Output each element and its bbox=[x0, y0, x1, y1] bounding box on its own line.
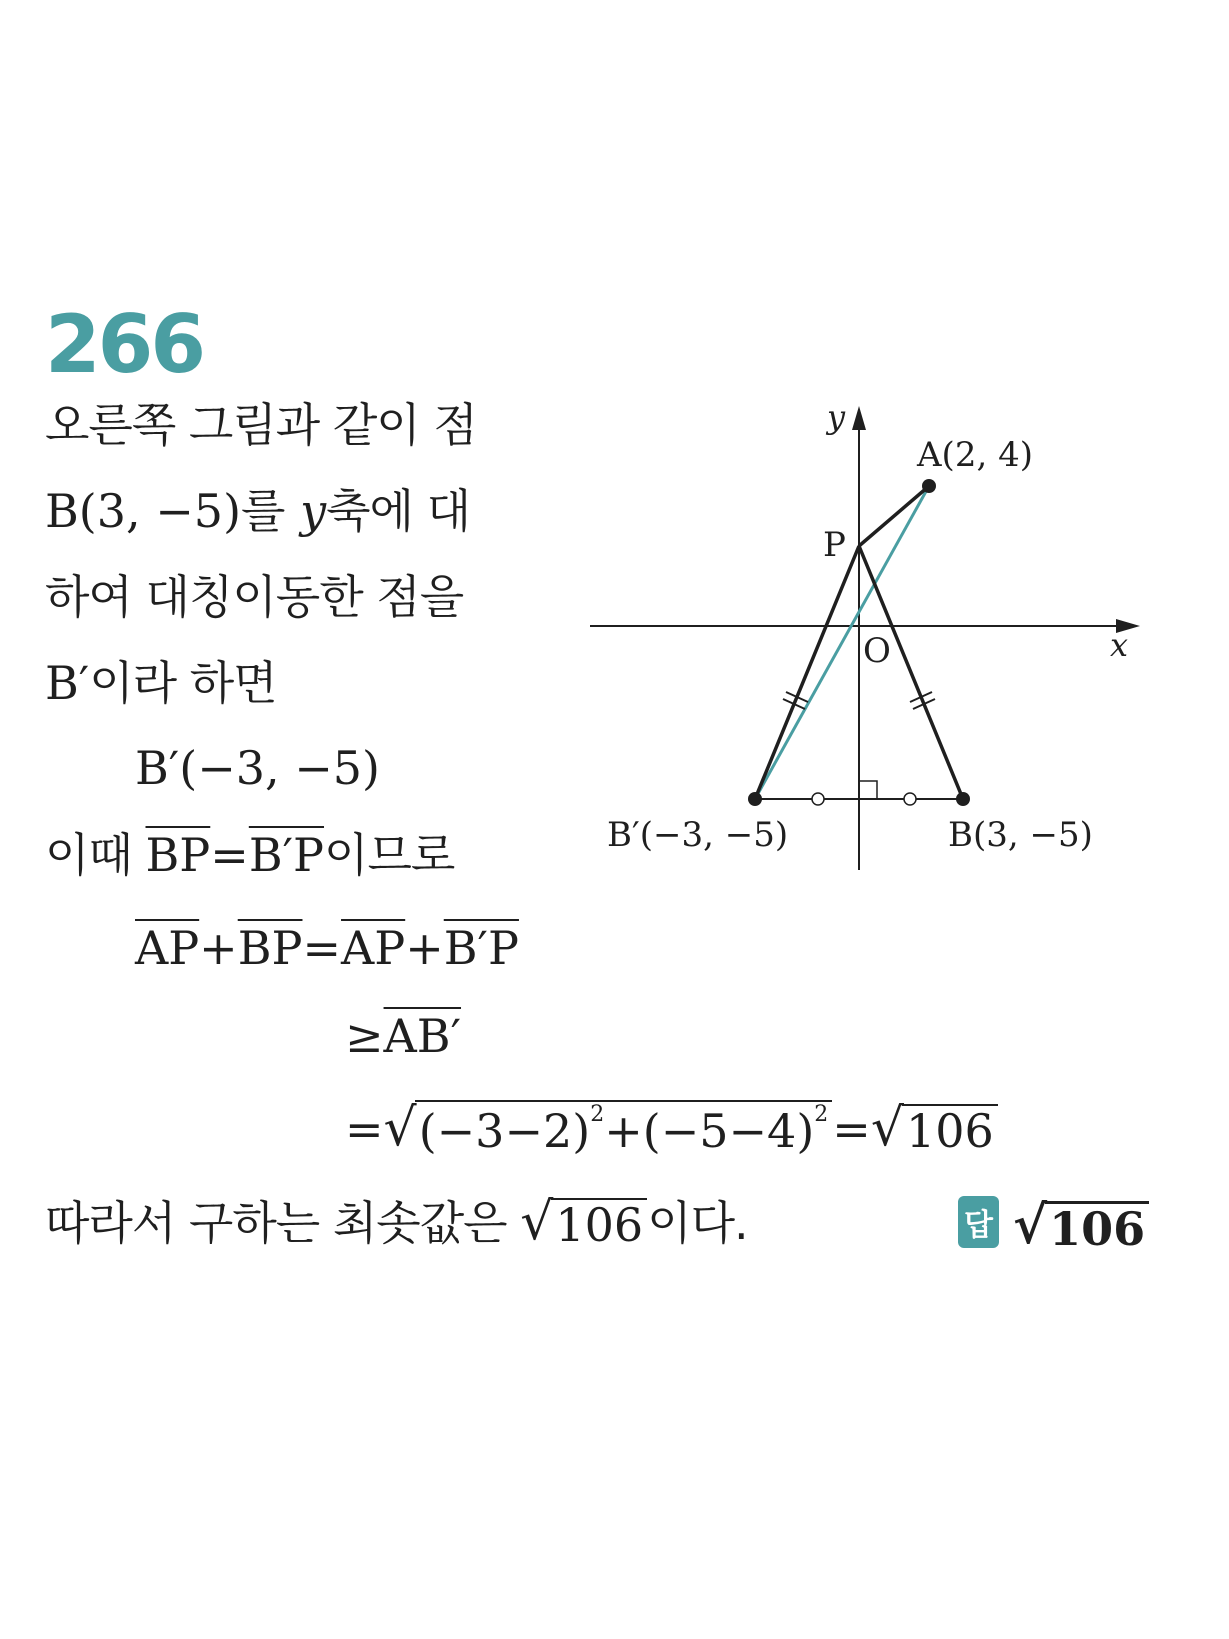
text-line-6-end: 이므로 bbox=[324, 828, 455, 882]
b-prime-label: B′ bbox=[45, 656, 90, 710]
text-line-1: 오른쪽 그림과 같이 점 bbox=[45, 398, 477, 452]
point-a-label: A(2, 4) bbox=[917, 435, 1033, 475]
mid-mark-right bbox=[904, 793, 916, 805]
exp-b: 2 bbox=[814, 1102, 829, 1127]
radical-sign-4: √ bbox=[1012, 1195, 1048, 1256]
mid-mark-left bbox=[812, 793, 824, 805]
segment-bp: $\overline{BP}$ bbox=[145, 828, 211, 882]
segment-a-p bbox=[859, 486, 929, 546]
equals-4: = bbox=[832, 1102, 871, 1156]
b-prime-coords: B′(−3, −5) bbox=[135, 741, 381, 795]
conclusion-end: 이다. bbox=[647, 1196, 748, 1250]
point-b-text: B(3, −5)를 bbox=[45, 484, 301, 538]
exp-a: 2 bbox=[590, 1102, 605, 1127]
answer-value: 106 bbox=[1045, 1201, 1149, 1252]
seg-ab-prime: AB′ bbox=[383, 1009, 462, 1063]
plus-1: + bbox=[199, 921, 238, 975]
seg-ap-1: $\overline{AP}$ bbox=[135, 921, 200, 975]
equals-3: = bbox=[345, 1102, 384, 1156]
answer-badge: 답 bbox=[958, 1196, 999, 1248]
point-bprime-label: B′(−3, −5) bbox=[607, 815, 789, 855]
plus-3: + bbox=[604, 1104, 643, 1158]
y-axis-arrow bbox=[852, 406, 866, 430]
y-var: y bbox=[300, 484, 327, 538]
point-b-dot bbox=[956, 792, 970, 806]
equals-1: = bbox=[302, 921, 342, 975]
segment-bprime-p: B′P bbox=[248, 828, 325, 882]
radical-sign: √ bbox=[383, 1098, 417, 1158]
radical-sign-2: √ bbox=[870, 1098, 904, 1158]
right-angle-marker bbox=[859, 781, 877, 799]
result-value: 106 bbox=[902, 1104, 998, 1154]
term-a: (−3−2) bbox=[418, 1104, 591, 1158]
text-line-3: 하여 대칭이동한 점을 bbox=[45, 570, 464, 624]
equals: = bbox=[210, 828, 249, 882]
text-line-2-end: 축에 대 bbox=[326, 484, 471, 538]
text-line-4-end: 이라 하면 bbox=[89, 656, 277, 710]
point-bprime-dot bbox=[748, 792, 762, 806]
seg-bp-1: $\overline{BP}$ bbox=[237, 921, 303, 975]
radical-sign-3: √ bbox=[520, 1192, 554, 1252]
seg-ap-2: $\overline{AP}$ bbox=[341, 921, 406, 975]
term-b: (−5−4) bbox=[642, 1104, 815, 1158]
text-line-6-start: 이때 bbox=[45, 828, 146, 882]
point-b-label: B(3, −5) bbox=[948, 815, 1093, 855]
ge-sign: ≥ bbox=[345, 1009, 384, 1063]
point-p-label: P bbox=[823, 525, 846, 565]
segment-p-bprime bbox=[755, 546, 859, 799]
point-a-dot bbox=[922, 479, 936, 493]
plus-2: + bbox=[405, 921, 444, 975]
y-axis-label: y bbox=[827, 398, 846, 436]
seg-bprime-p-1: B′P bbox=[443, 921, 519, 975]
x-axis-label: x bbox=[1110, 626, 1129, 664]
conclusion-text: 따라서 구하는 최솟값은 bbox=[45, 1196, 521, 1250]
segment-p-b bbox=[859, 546, 963, 799]
origin-label: O bbox=[863, 631, 891, 671]
conclusion-value: 106 bbox=[551, 1198, 647, 1248]
problem-number: 266 bbox=[45, 298, 203, 391]
